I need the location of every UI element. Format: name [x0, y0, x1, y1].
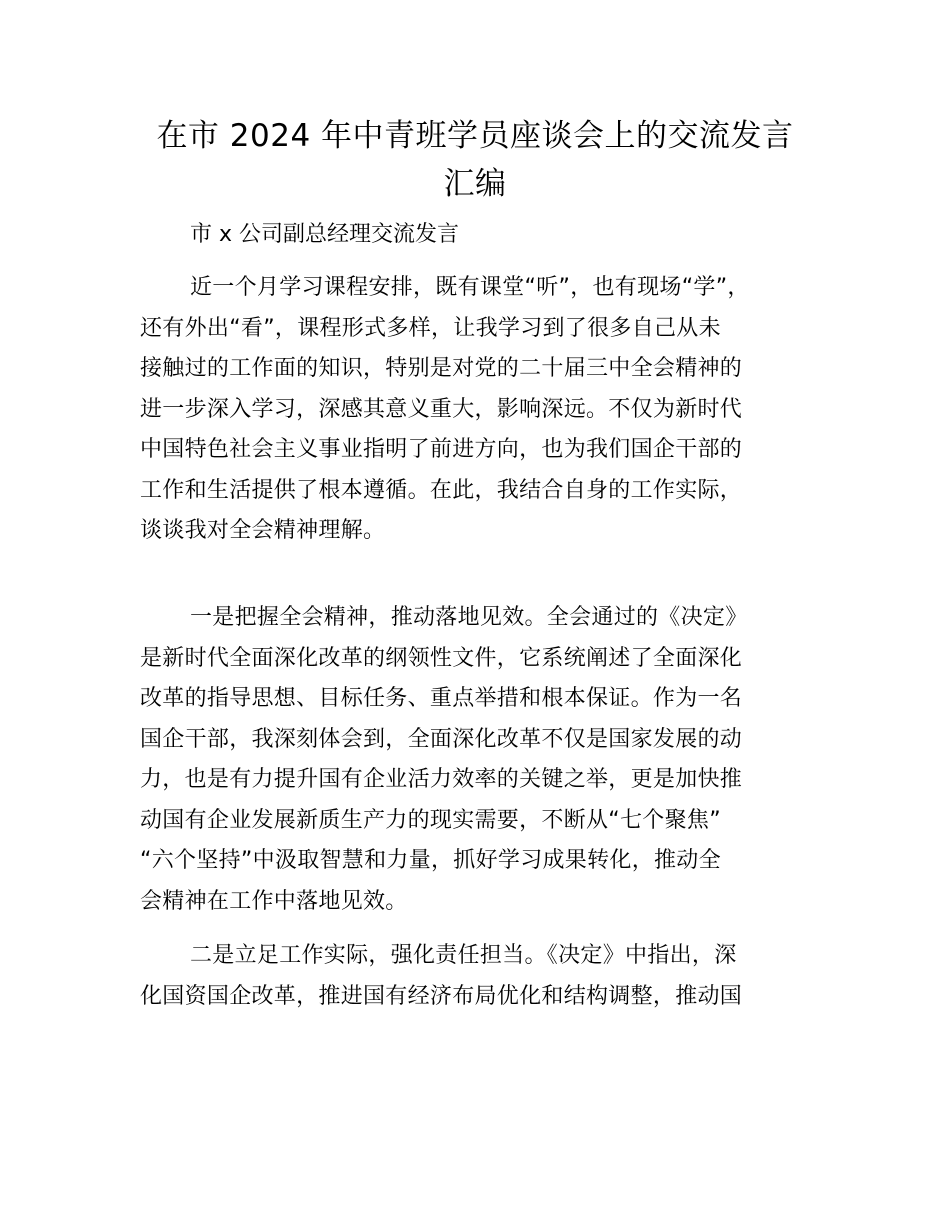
- text-line: 接触过的工作面的知识，特别是对党的二十届三中全会精神的: [140, 356, 743, 381]
- text-line: 进一步深入学习，深感其意义重大，影响深远。不仅为新时代: [140, 396, 743, 422]
- paragraph: [140, 598, 840, 922]
- text-line: 二是立足工作实际，强化责任担当。《决定》中指出，深: [190, 943, 737, 968]
- text-line: 国企干部，我深刻体会到，全面深化改革不仅是国家发展的动: [140, 726, 743, 752]
- text-line: “六个坚持”中汲取智慧和力量，抓好学习成果转化，推动全: [140, 848, 721, 873]
- document-subtitle: 市 x 公司副总经理交流发言: [190, 222, 460, 247]
- text-line: 谈谈我对全会精神理解。: [140, 518, 386, 543]
- text-line: 化国资国企改革，推进国有经济布局优化和结构调整，推动国: [140, 983, 743, 1009]
- text-line: 近一个月学习课程安排，既有课堂“听”，也有现场“学”，: [190, 275, 750, 300]
- text-line: 会精神在工作中落地见效。: [140, 888, 408, 914]
- document-title: [140, 112, 810, 208]
- title-line: 在市 2024 年中青班学员座谈会上的交流发言: [156, 118, 794, 154]
- text-line: 中国特色社会主义事业指明了前进方向，也为我们国企干部的: [140, 437, 743, 462]
- text-line: 是新时代全面深化改革的纲领性文件，它系统阐述了全面深化: [140, 645, 743, 671]
- text-line: 一是把握全会精神，推动落地见效。全会通过的《决定》: [190, 605, 748, 630]
- text-line: 改革的指导思想、目标任务、重点举措和根本保证。作为一名: [140, 686, 743, 711]
- paragraph: [140, 268, 840, 552]
- text-line: 还有外出“看”，课程形式多样，让我学习到了很多自己从未: [140, 315, 721, 341]
- text-line: 动国有企业发展新质生产力的现实需要，不断从“七个聚焦”: [140, 807, 721, 833]
- text-line: 力，也是有力提升国有企业活力效率的关键之举，更是加快推: [140, 767, 743, 792]
- text-line: 工作和生活提供了根本遵循。在此，我结合自身的工作实际，: [140, 477, 743, 503]
- paragraph: [140, 936, 840, 1017]
- title-line: 汇编: [443, 166, 507, 202]
